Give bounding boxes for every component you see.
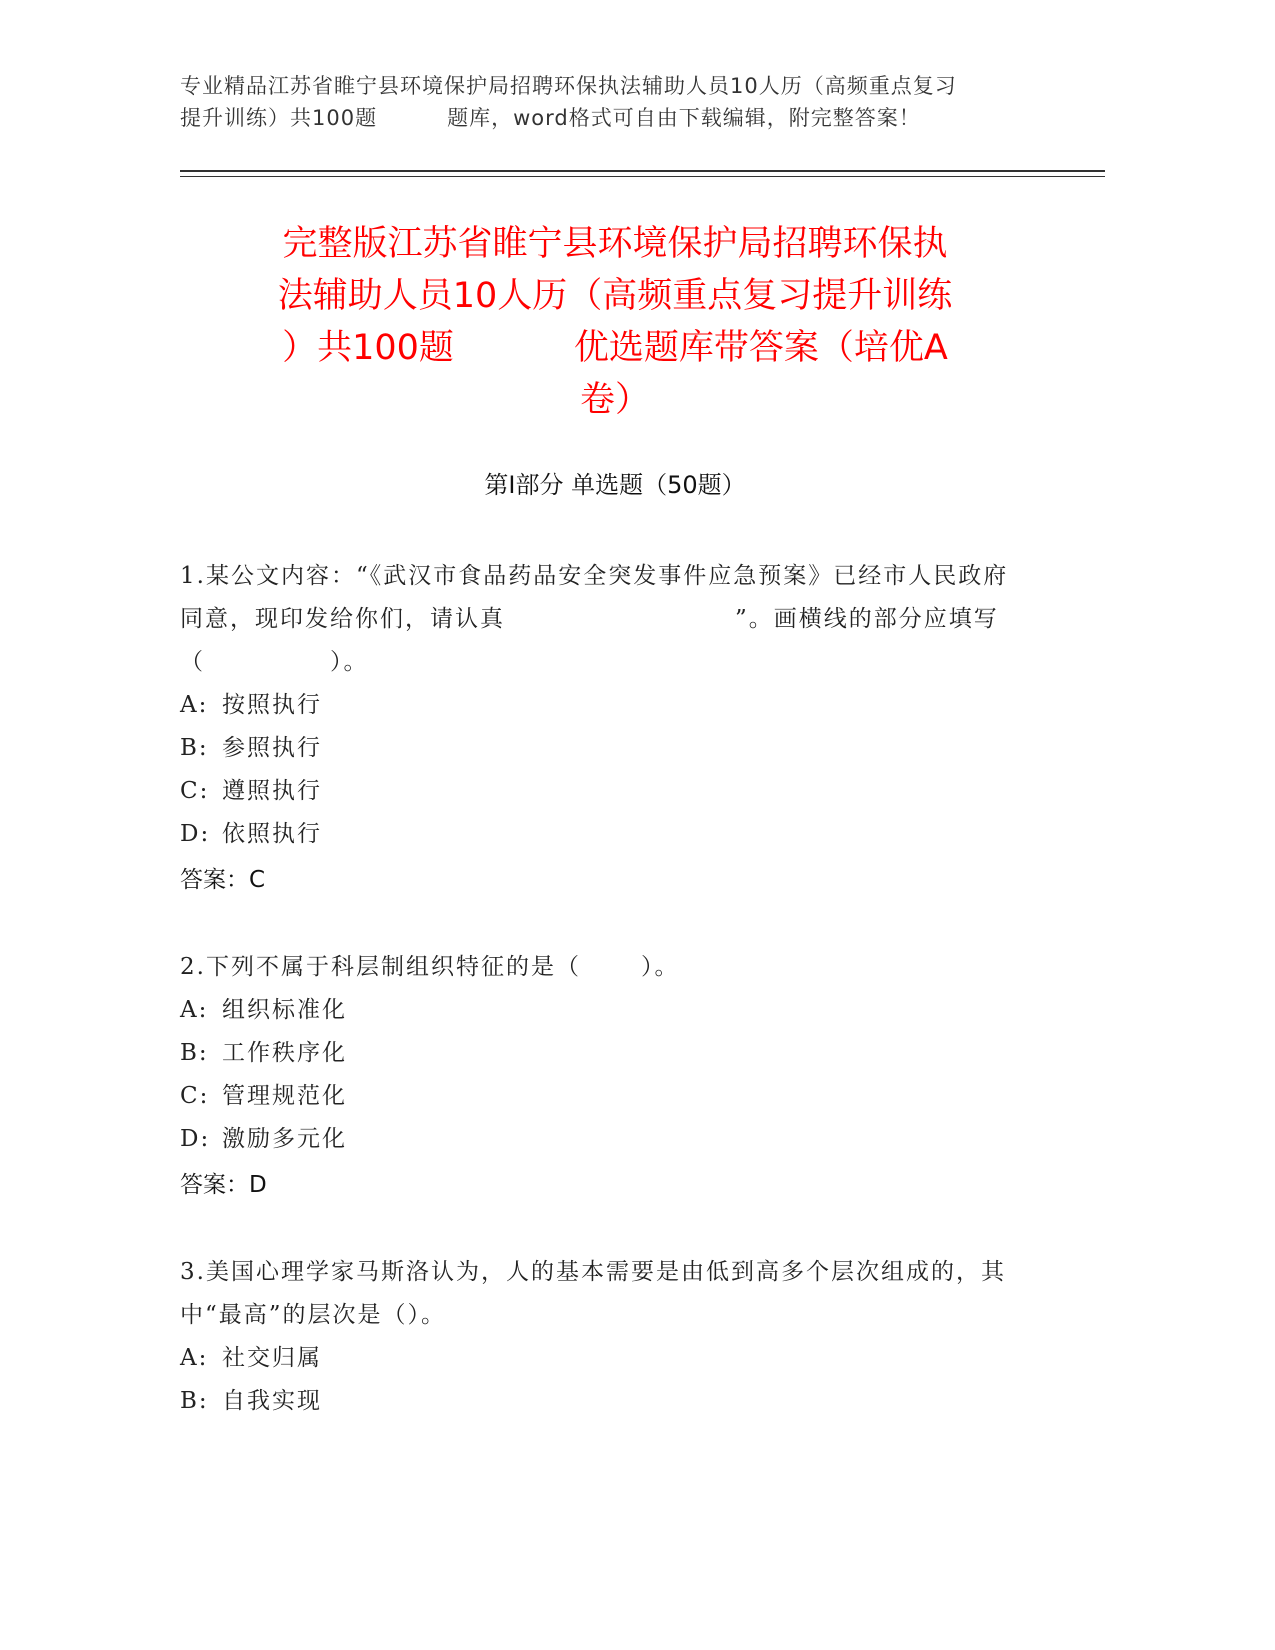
question-stem-part: 1.某公文内容：“《武汉市食品药品安全突发事件应急预案》已经市人民政府同意，现印发给你们，请认真 [180, 563, 1009, 632]
option-letter: A: [180, 692, 209, 718]
option-text: 依照执行 [222, 821, 322, 847]
header-line-2b: 题库，word格式可自由下载编辑，附完整答案！ [447, 106, 921, 130]
question-2 [180, 946, 1015, 1209]
title-line-3b: 优选题库带答案（培优A [573, 328, 948, 368]
title-line-3a: ）共100题 [282, 328, 454, 368]
option-c [180, 770, 1015, 813]
question-stem-part: 2.下列不属于科层制组织特征的是（ [180, 954, 581, 980]
option-text: 遵照执行 [222, 778, 322, 804]
question-stem [180, 946, 1015, 989]
header-line-1: 专业精品江苏省睢宁县环境保护局招聘环保执法辅助人员10人历（高频重点复习 [180, 74, 957, 98]
option-letter: A: [180, 997, 209, 1023]
option-text: 自我实现 [222, 1388, 322, 1414]
option-d [180, 1118, 1015, 1161]
option-letter: D: [180, 821, 211, 847]
option-a [180, 1337, 1015, 1380]
option-letter: B: [180, 1388, 209, 1414]
option-letter: C: [180, 778, 210, 804]
title-line-4: 卷） [579, 380, 650, 420]
option-text: 参照执行 [222, 735, 322, 761]
question-stem-part: ）。 [330, 649, 369, 675]
option-letter: B: [180, 735, 209, 761]
header-divider-thick [180, 170, 1105, 172]
option-letter: A: [180, 1345, 209, 1371]
option-letter: C: [180, 1083, 210, 1109]
title-line-1: 完整版江苏省睢宁县环境保护局招聘环保执 [282, 224, 948, 264]
option-letter: D: [180, 1126, 211, 1152]
header-note [180, 70, 1050, 134]
header-line-2a: 提升训练）共100题 [180, 106, 378, 130]
option-text: 工作秩序化 [222, 1040, 347, 1066]
header-line-2 [180, 102, 1050, 134]
question-1 [180, 555, 1015, 904]
option-b [180, 1380, 1015, 1423]
title-line-3 [180, 322, 1050, 374]
header-divider-thin [180, 176, 1105, 177]
option-text: 组织标准化 [222, 997, 347, 1023]
option-d [180, 813, 1015, 856]
question-list [180, 555, 1015, 1465]
question-stem: 3.美国心理学家马斯洛认为，人的基本需要是由低到高多个层次组成的，其中“最高”的层次是（）。 [180, 1259, 1006, 1328]
question-stem-part: ”。画横线的部分应填写（ [180, 606, 999, 675]
option-c [180, 1075, 1015, 1118]
title-line-2: 法辅助人员10人历（高频重点复习提升训练 [277, 276, 953, 316]
answer-line: 答案：C [180, 867, 266, 893]
option-text: 按照执行 [222, 692, 322, 718]
section-title: 第Ⅰ部分 单选题（50题） [484, 471, 746, 499]
option-a [180, 989, 1015, 1032]
document-title [180, 218, 1050, 426]
option-b [180, 727, 1015, 770]
option-text: 激励多元化 [222, 1126, 347, 1152]
question-3 [180, 1251, 1015, 1423]
option-b [180, 1032, 1015, 1075]
question-stem [180, 555, 1015, 684]
option-letter: B: [180, 1040, 209, 1066]
option-text: 社交归属 [222, 1345, 322, 1371]
question-stem-part: ）。 [640, 954, 680, 980]
option-a [180, 684, 1015, 727]
option-text: 管理规范化 [222, 1083, 347, 1109]
answer-line: 答案：D [180, 1172, 267, 1198]
